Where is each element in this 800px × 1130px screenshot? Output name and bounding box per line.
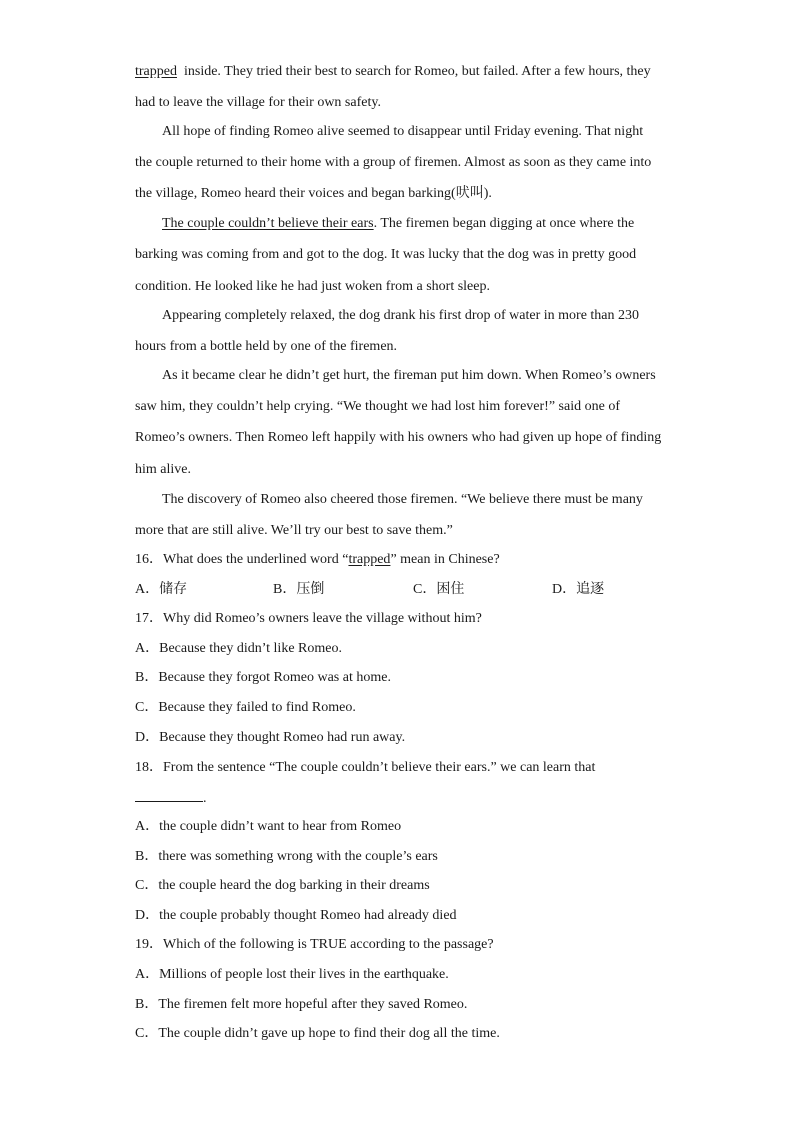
passage-line	[135, 63, 651, 81]
question-16-option-b: B．压倒	[273, 582, 325, 597]
passage-line: condition. He looked like he had just woken from a short sleep.	[135, 279, 490, 294]
question-17-option-b: B．Because they forgot Romeo was at home.	[135, 670, 391, 685]
question-text: ” mean in Chinese?	[390, 552, 500, 567]
question-18-option-d: D．the couple probably thought Romeo had already died	[135, 908, 457, 923]
passage-line: more that are still alive. We’ll try our best to save them.”	[135, 523, 453, 538]
answer-blank	[135, 789, 203, 802]
passage-line: barking was coming from and got to the dog. It was lucky that the dog was in pretty good	[135, 247, 637, 262]
question-18-blank	[135, 789, 207, 808]
question-19-option-a: A．Millions of people lost their lives in the earthquake.	[135, 967, 449, 982]
question-text: 16．What does the underlined word “	[135, 552, 349, 567]
question-18-stem: 18．From the sentence “The couple couldn’t believe their ears.” we can learn that	[135, 760, 596, 775]
passage-line: Appearing completely relaxed, the dog drank his first drop of water in more than 230	[162, 308, 640, 323]
question-17-option-a: A．Because they didn’t like Romeo.	[135, 641, 342, 656]
question-18-option-a: A．the couple didn’t want to hear from Romeo	[135, 819, 402, 834]
underlined-sentence: The couple couldn’t believe their ears	[162, 216, 374, 231]
question-16-stem	[135, 551, 500, 569]
question-18-option-b: B．there was something wrong with the couple’s ears	[135, 849, 438, 864]
question-16-option-d: D．追逐	[552, 582, 605, 597]
passage-line: Romeo’s owners. Then Romeo left happily with his owners who had given up hope of finding	[135, 430, 662, 445]
passage-line: had to leave the village for their own safety.	[135, 95, 381, 110]
passage-line: the village, Romeo heard their voices and began barking(吠叫).	[135, 186, 492, 201]
passage-line: him alive.	[135, 462, 191, 477]
passage-line: saw him, they couldn’t help crying. “We thought we had lost him forever!” said one of	[135, 399, 620, 414]
question-17-option-c: C．Because they failed to find Romeo.	[135, 700, 356, 715]
question-19-stem: 19．Which of the following is TRUE according to the passage?	[135, 937, 494, 952]
question-19-option-b: B．The firemen felt more hopeful after they saved Romeo.	[135, 997, 468, 1012]
question-16-option-a: A．储存	[135, 582, 188, 597]
blank-period: .	[203, 791, 207, 806]
passage-line: the couple returned to their home with a group of firemen. Almost as soon as they came into	[135, 155, 652, 170]
passage-text: . The firemen began digging at once where the	[373, 216, 635, 231]
question-19-option-c: C．The couple didn’t gave up hope to find their dog all the time.	[135, 1026, 500, 1041]
question-17-stem: 17．Why did Romeo’s owners leave the village without him?	[135, 611, 482, 626]
question-17-option-d: D．Because they thought Romeo had run away.	[135, 730, 406, 745]
question-16-option-c: C．困住	[413, 582, 465, 597]
underlined-word: trapped	[135, 64, 177, 79]
passage-line: As it became clear he didn’t get hurt, the fireman put him down. When Romeo’s owners	[162, 368, 656, 383]
passage-line: hours from a bottle held by one of the firemen.	[135, 339, 398, 354]
passage-line	[162, 215, 634, 233]
question-18-option-c: C．the couple heard the dog barking in their dreams	[135, 878, 430, 893]
passage-line: All hope of finding Romeo alive seemed to disappear until Friday evening. That night	[162, 124, 644, 139]
passage-line: The discovery of Romeo also cheered those firemen. “We believe there must be many	[162, 492, 643, 507]
passage-text: inside. They tried their best to search for Romeo, but failed. After a few hours, they	[183, 64, 651, 79]
underlined-word: trapped	[348, 552, 391, 567]
